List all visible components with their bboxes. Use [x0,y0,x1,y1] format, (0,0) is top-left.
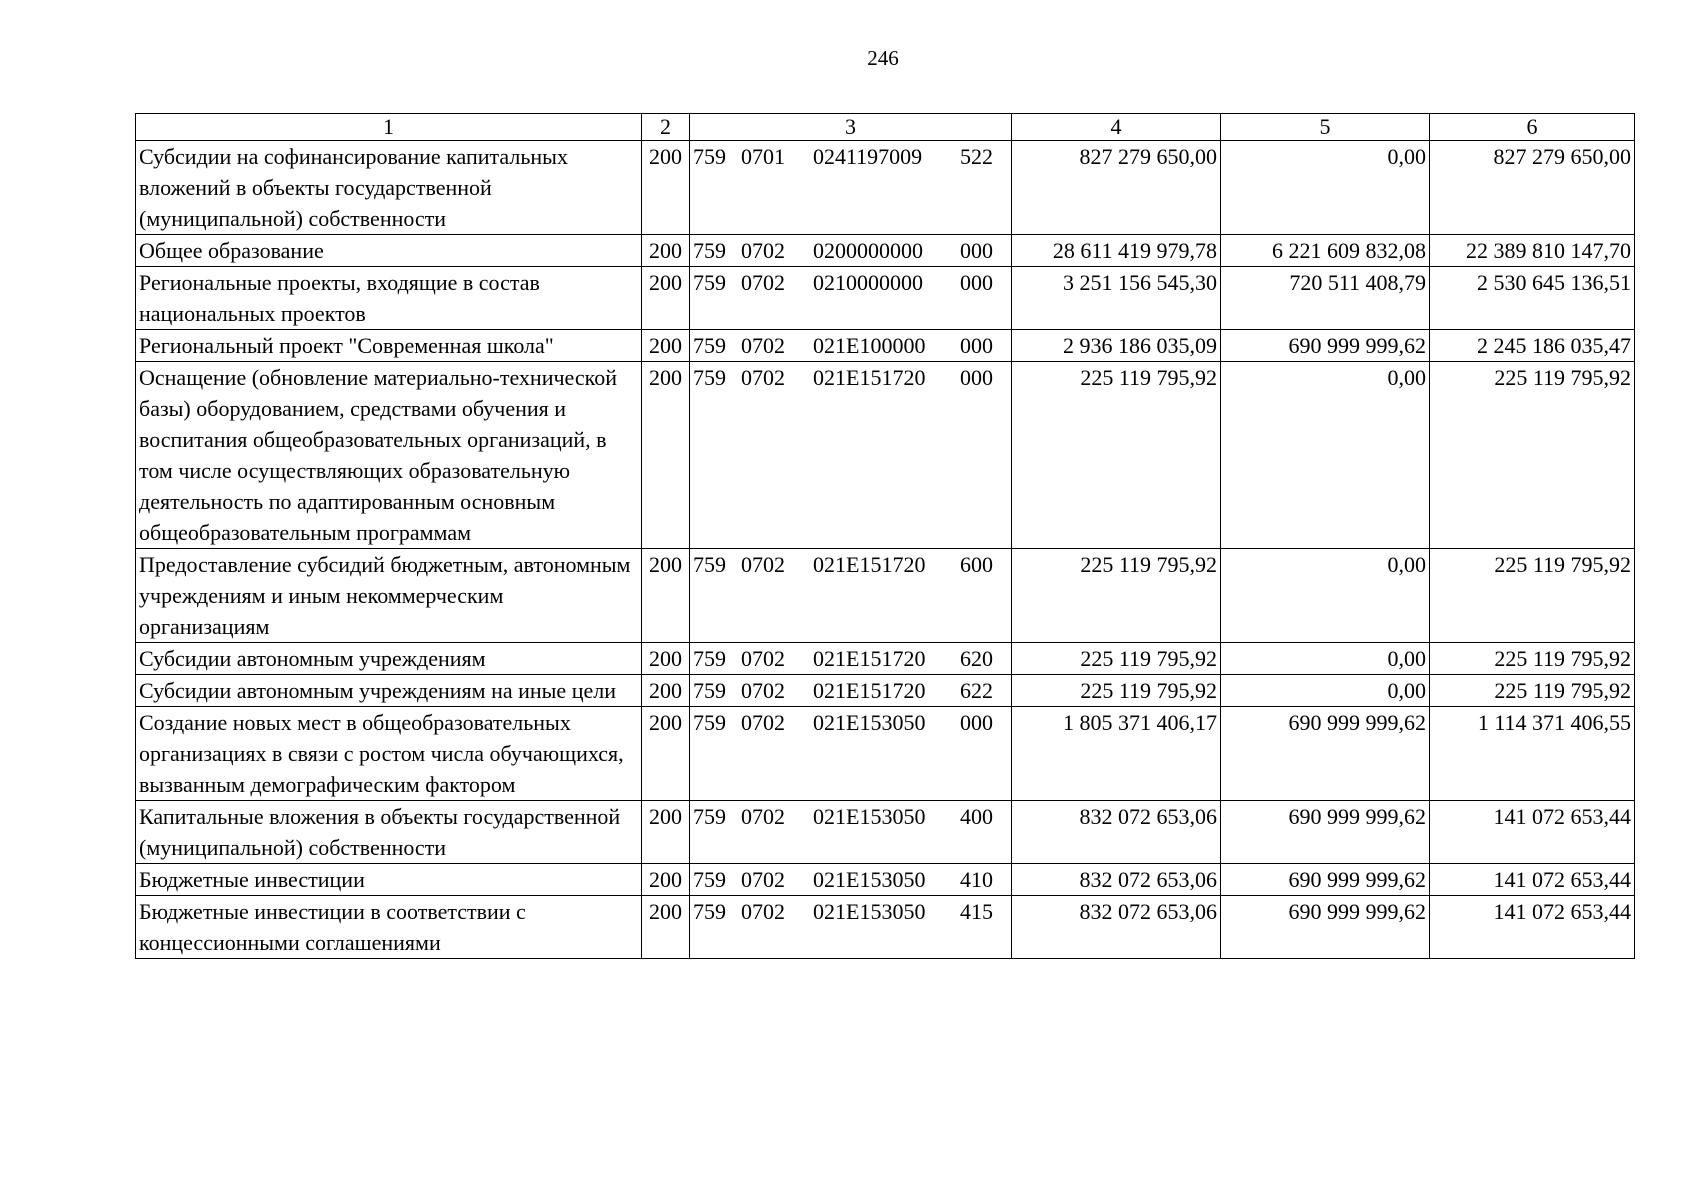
column-header: 2 [642,114,690,141]
code-target-article: 021E151720 [813,646,926,671]
code-expense-type: 600 [960,552,993,577]
code-grbs: 759 [693,678,726,703]
row-name-cell: Региональные проекты, входящие в состав национальных проектов [136,267,642,330]
row-amount-col5: 0,00 [1221,643,1430,675]
row-amount-col4: 832 072 653,06 [1012,896,1221,959]
code-expense-type: 000 [960,333,993,358]
row-amount-col6: 22 389 810 147,70 [1430,235,1635,267]
row-classification-codes [690,643,1012,675]
code-target-article: 021E153050 [813,899,926,924]
row-amount-col4: 225 119 795,92 [1012,362,1221,549]
row-classification-codes [690,330,1012,362]
row-amount-col5: 690 999 999,62 [1221,330,1430,362]
code-target-article: 021E153050 [813,867,926,892]
row-name-cell: Бюджетные инвестиции в соответствии с концессионными соглашениями [136,896,642,959]
code-expense-type: 415 [960,899,993,924]
column-header: 6 [1430,114,1635,141]
row-code-cell: 200 [642,896,690,959]
row-amount-col5: 6 221 609 832,08 [1221,235,1430,267]
row-name-cell: Субсидии автономным учреждениям [136,643,642,675]
row-amount-col4: 225 119 795,92 [1012,549,1221,643]
table-row [136,235,1635,267]
code-section: 0702 [741,270,785,295]
code-section: 0702 [741,646,785,671]
row-classification-codes [690,896,1012,959]
code-section: 0702 [741,804,785,829]
code-section: 0702 [741,238,785,263]
table-row [136,675,1635,707]
row-code-cell: 200 [642,643,690,675]
code-grbs: 759 [693,899,726,924]
row-name-cell: Создание новых мест в общеобразовательных организациях в связи с ростом числа обучающихся, вызванным демографическим фактором [136,707,642,801]
column-header: 5 [1221,114,1430,141]
row-amount-col6: 2 245 186 035,47 [1430,330,1635,362]
row-classification-codes [690,675,1012,707]
table-row [136,362,1635,549]
table-row [136,707,1635,801]
code-grbs: 759 [693,867,726,892]
row-code-cell: 200 [642,141,690,235]
row-amount-col4: 827 279 650,00 [1012,141,1221,235]
code-section: 0702 [741,365,785,390]
code-section: 0702 [741,678,785,703]
row-amount-col5: 690 999 999,62 [1221,896,1430,959]
row-amount-col4: 225 119 795,92 [1012,675,1221,707]
code-expense-type: 000 [960,710,993,735]
row-amount-col6: 2 530 645 136,51 [1430,267,1635,330]
table-row [136,141,1635,235]
row-amount-col5: 0,00 [1221,362,1430,549]
row-amount-col5: 0,00 [1221,549,1430,643]
row-amount-col5: 720 511 408,79 [1221,267,1430,330]
code-grbs: 759 [693,238,726,263]
code-grbs: 759 [693,646,726,671]
table-row [136,801,1635,864]
row-name-cell: Субсидии автономным учреждениям на иные цели [136,675,642,707]
code-target-article: 021E151720 [813,678,926,703]
row-amount-col6: 225 119 795,92 [1430,549,1635,643]
row-amount-col6: 141 072 653,44 [1430,896,1635,959]
row-amount-col4: 225 119 795,92 [1012,643,1221,675]
code-section: 0702 [741,867,785,892]
row-amount-col6: 1 114 371 406,55 [1430,707,1635,801]
code-section: 0701 [741,144,785,169]
row-code-cell: 200 [642,864,690,896]
column-header: 4 [1012,114,1221,141]
code-expense-type: 622 [960,678,993,703]
code-target-article: 021E151720 [813,552,926,577]
row-code-cell: 200 [642,549,690,643]
table-row [136,549,1635,643]
row-name-cell: Предоставление субсидий бюджетным, автономным учреждениям и иным некоммерческим организациям [136,549,642,643]
row-code-cell: 200 [642,330,690,362]
row-name-cell: Общее образование [136,235,642,267]
code-expense-type: 400 [960,804,993,829]
row-name-cell: Капитальные вложения в объекты государственной (муниципальной) собственности [136,801,642,864]
row-name-cell: Субсидии на софинансирование капитальных вложений в объекты государственной (муниципальной) собственности [136,141,642,235]
code-target-article: 021E151720 [813,365,926,390]
table-row [136,330,1635,362]
code-section: 0702 [741,899,785,924]
row-code-cell: 200 [642,362,690,549]
row-classification-codes [690,864,1012,896]
row-amount-col6: 141 072 653,44 [1430,801,1635,864]
row-amount-col6: 225 119 795,92 [1430,643,1635,675]
row-name-cell: Бюджетные инвестиции [136,864,642,896]
row-code-cell: 200 [642,707,690,801]
code-target-article: 0200000000 [813,238,923,263]
row-classification-codes [690,267,1012,330]
row-amount-col4: 3 251 156 545,30 [1012,267,1221,330]
code-grbs: 759 [693,365,726,390]
row-amount-col6: 141 072 653,44 [1430,864,1635,896]
row-amount-col4: 832 072 653,06 [1012,864,1221,896]
code-grbs: 759 [693,552,726,577]
row-amount-col5: 0,00 [1221,675,1430,707]
row-name-cell: Оснащение (обновление материально-технической базы) оборудованием, средствами обучения и воспитания общеобразовательных организаций, в том числе осуществляющих образовательную деятельность по адаптированным основным общеобразовательным программам [136,362,642,549]
code-expense-type: 000 [960,238,993,263]
column-header: 1 [136,114,642,141]
page-number: 246 [867,46,899,70]
row-classification-codes [690,549,1012,643]
row-classification-codes [690,707,1012,801]
code-target-article: 021E153050 [813,804,926,829]
code-section: 0702 [741,552,785,577]
row-amount-col6: 225 119 795,92 [1430,362,1635,549]
row-amount-col6: 827 279 650,00 [1430,141,1635,235]
row-name-cell: Региональный проект "Современная школа" [136,330,642,362]
code-expense-type: 620 [960,646,993,671]
code-expense-type: 000 [960,365,993,390]
row-amount-col4: 2 936 186 035,09 [1012,330,1221,362]
row-classification-codes [690,362,1012,549]
code-expense-type: 410 [960,867,993,892]
code-target-article: 021E153050 [813,710,926,735]
code-grbs: 759 [693,144,726,169]
code-target-article: 0210000000 [813,270,923,295]
row-amount-col4: 832 072 653,06 [1012,801,1221,864]
row-classification-codes [690,235,1012,267]
code-grbs: 759 [693,333,726,358]
code-target-article: 0241197009 [813,144,923,169]
code-target-article: 021E100000 [813,333,926,358]
column-header: 3 [690,114,1012,141]
table-row [136,864,1635,896]
code-grbs: 759 [693,710,726,735]
row-amount-col6: 225 119 795,92 [1430,675,1635,707]
row-amount-col4: 1 805 371 406,17 [1012,707,1221,801]
table-row [136,896,1635,959]
table-row [136,267,1635,330]
table-row [136,643,1635,675]
row-code-cell: 200 [642,801,690,864]
row-amount-col4: 28 611 419 979,78 [1012,235,1221,267]
code-expense-type: 522 [960,144,993,169]
code-section: 0702 [741,333,785,358]
row-amount-col5: 0,00 [1221,141,1430,235]
row-code-cell: 200 [642,235,690,267]
code-expense-type: 000 [960,270,993,295]
row-classification-codes [690,141,1012,235]
table-header-row [136,114,1635,141]
code-section: 0702 [741,710,785,735]
code-grbs: 759 [693,270,726,295]
row-amount-col5: 690 999 999,62 [1221,707,1430,801]
row-code-cell: 200 [642,675,690,707]
code-grbs: 759 [693,804,726,829]
row-amount-col5: 690 999 999,62 [1221,801,1430,864]
budget-table [135,113,1635,959]
row-amount-col5: 690 999 999,62 [1221,864,1430,896]
row-code-cell: 200 [642,267,690,330]
row-classification-codes [690,801,1012,864]
